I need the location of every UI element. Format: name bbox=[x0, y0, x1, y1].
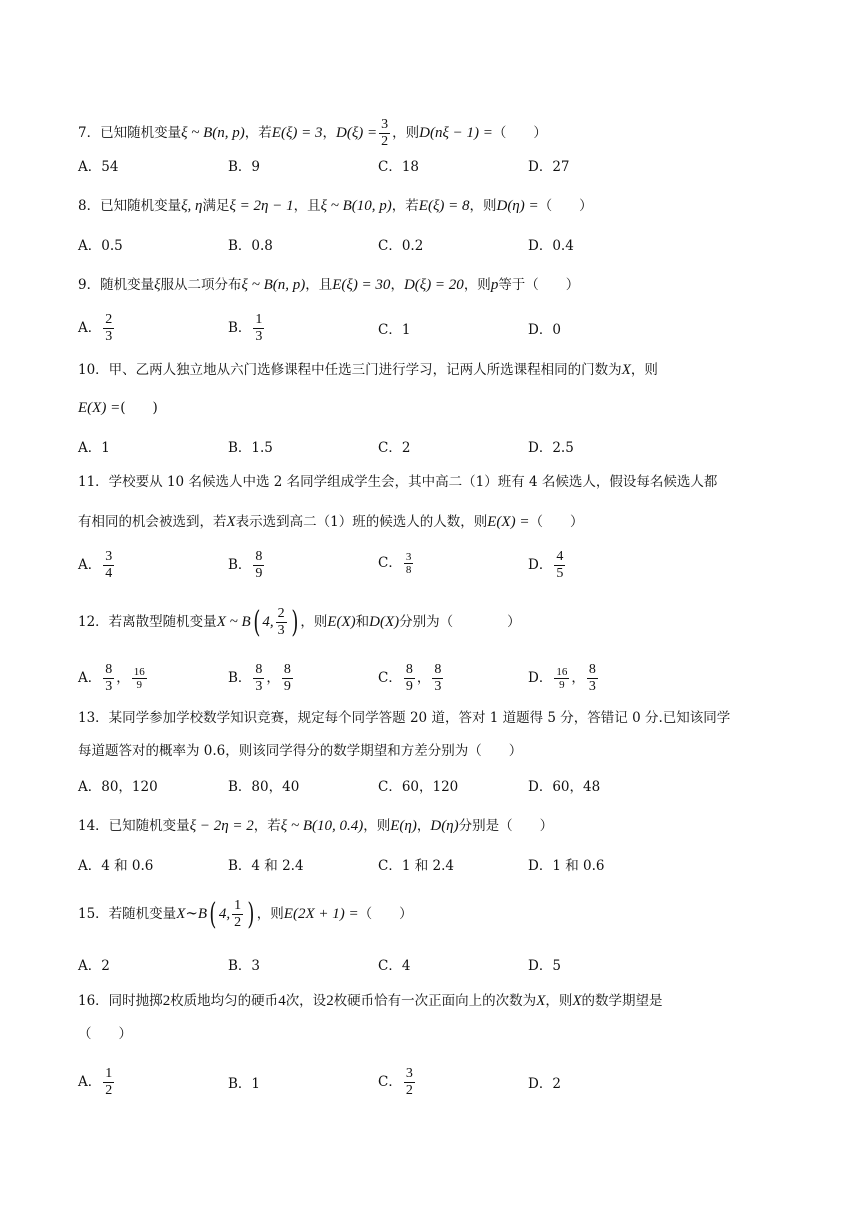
option-fraction bbox=[404, 551, 414, 576]
q12-math: D(X) bbox=[369, 614, 400, 630]
q7-option-d: D．27 bbox=[528, 159, 570, 175]
q10-option-d: D．2.5 bbox=[528, 440, 574, 456]
q7-option-c: C．18 bbox=[378, 159, 420, 175]
q7-text: 7．已知随机变量 bbox=[78, 125, 182, 141]
separator: ， bbox=[266, 670, 280, 686]
q7-math: D(nξ − 1) = bbox=[419, 125, 493, 141]
fraction-denominator: 3 bbox=[277, 623, 285, 638]
question-9 bbox=[78, 275, 579, 295]
fraction-numerator: 1 bbox=[255, 312, 263, 327]
q16-text: 枚质地均匀的硬币 bbox=[170, 993, 279, 1009]
q14-math: ξ − 2η = 2 bbox=[189, 818, 254, 834]
q7-text: ， bbox=[322, 125, 336, 141]
option-label: A． bbox=[78, 557, 102, 573]
question-11: 11．学校要从 10 名候选人中选 2 名同学组成学生会，其中高二（1）班有 4 名候选人，假设每名候选人都 bbox=[78, 474, 718, 490]
option-fraction bbox=[103, 549, 114, 582]
q7-text: ，若 bbox=[244, 125, 272, 141]
fraction-denominator: 9 bbox=[255, 566, 263, 581]
option-fraction bbox=[103, 312, 114, 345]
q9-option-d: D．0 bbox=[528, 322, 561, 338]
q12-option-c bbox=[378, 662, 445, 695]
q16-number: 2 bbox=[162, 993, 171, 1009]
q14-text: 14．已知随机变量 bbox=[78, 818, 190, 834]
option-label: A． bbox=[78, 670, 102, 686]
q16-number: 2 bbox=[326, 993, 334, 1009]
answer-blank: （ ） bbox=[358, 906, 413, 922]
answer-blank: （ ） bbox=[492, 125, 547, 141]
q7-text: ，则 bbox=[392, 125, 420, 141]
question-16 bbox=[78, 991, 663, 1011]
q15-text: 15．若随机变量 bbox=[78, 906, 177, 922]
q8-text: ，且 bbox=[293, 198, 321, 214]
question-8 bbox=[78, 196, 593, 216]
option-fraction bbox=[404, 1066, 415, 1099]
q12-fraction bbox=[276, 606, 287, 639]
answer-blank: （ ） bbox=[529, 514, 584, 530]
fraction-denominator: 3 bbox=[255, 329, 263, 344]
q10-text: ，则 bbox=[630, 362, 658, 378]
question-11-line2 bbox=[78, 512, 583, 532]
q9-option-b bbox=[228, 312, 266, 345]
q14-math: D(η) bbox=[430, 818, 459, 834]
question-14 bbox=[78, 816, 553, 836]
q11-text: 有相同的机会被选到，若 bbox=[78, 514, 227, 530]
q9-math: E(ξ) = 30 bbox=[332, 277, 391, 293]
option-fraction bbox=[554, 549, 565, 582]
option-label: B． bbox=[228, 320, 252, 336]
option-label: B． bbox=[228, 557, 252, 573]
option-fraction bbox=[253, 662, 264, 695]
option-label: B． bbox=[228, 670, 252, 686]
q15-option-a: A．2 bbox=[78, 958, 110, 974]
q7-fraction bbox=[379, 117, 390, 150]
q13-option-a: A．80，120 bbox=[78, 779, 158, 795]
q7-option-b: B．9 bbox=[228, 159, 261, 175]
answer-blank: （ ） bbox=[538, 198, 593, 214]
q7-math: E(ξ) = 3 bbox=[271, 125, 323, 141]
option-fraction bbox=[587, 662, 598, 695]
q14-option-c: C．1 和 2.4 bbox=[378, 858, 454, 874]
option-label: C． bbox=[378, 1074, 402, 1090]
q14-math: ξ ~ B(10, 0.4) bbox=[280, 818, 364, 834]
q11-option-d bbox=[528, 549, 567, 582]
q15-math: X∼B bbox=[176, 906, 208, 922]
q15-option-c: C．4 bbox=[378, 958, 411, 974]
answer-blank: ( ) bbox=[120, 400, 158, 416]
option-fraction bbox=[404, 662, 415, 695]
q16-text: 次，设 bbox=[285, 993, 327, 1009]
q16-option-d: D．2 bbox=[528, 1076, 561, 1092]
fraction-denominator: 9 bbox=[559, 679, 565, 691]
q9-option-a bbox=[78, 312, 116, 345]
option-label: A． bbox=[78, 320, 102, 336]
option-label: A． bbox=[78, 1074, 102, 1090]
q7-math: D(ξ) = bbox=[336, 125, 378, 141]
q14-option-d: D．1 和 0.6 bbox=[528, 858, 605, 874]
q10-math: X bbox=[621, 362, 631, 378]
q11-math: E(X) = bbox=[487, 514, 530, 530]
q8-text: ，若 bbox=[391, 198, 419, 214]
fraction-denominator: 5 bbox=[556, 566, 564, 581]
fraction-numerator: 2 bbox=[277, 606, 285, 621]
q14-text: ， bbox=[416, 818, 431, 834]
fraction-numerator: 8 bbox=[588, 662, 596, 677]
q9-math: ξ ~ B(n, p) bbox=[241, 277, 306, 293]
q8-option-d: D．0.4 bbox=[528, 238, 574, 254]
q9-math: ξ bbox=[154, 277, 161, 293]
q8-text: 满足 bbox=[202, 198, 230, 214]
option-label: D． bbox=[528, 557, 553, 573]
option-fraction bbox=[253, 549, 264, 582]
fraction-numerator: 4 bbox=[556, 549, 564, 564]
q13-option-b: B．80，40 bbox=[228, 779, 300, 795]
fraction-denominator: 4 bbox=[105, 566, 113, 581]
q8-math: ξ = 2η − 1 bbox=[229, 198, 294, 214]
q11-math: X bbox=[226, 514, 236, 530]
answer-blank: （ ） bbox=[78, 1026, 132, 1042]
q12-option-a bbox=[78, 662, 149, 695]
q9-option-c: C．1 bbox=[378, 322, 411, 338]
q7-option-a: A．54 bbox=[78, 159, 119, 175]
question-13: 13．某同学参加学校数学知识竞赛，规定每个同学答题 20 道，答对 1 道题得 5 分，答错记 0 分.已知该同学 bbox=[78, 710, 731, 726]
question-15 bbox=[78, 897, 413, 931]
q14-text: ，则 bbox=[363, 818, 391, 834]
q12-math: X ~ B bbox=[216, 614, 251, 630]
q8-option-b: B．0.8 bbox=[228, 238, 273, 254]
option-fraction bbox=[282, 662, 293, 695]
left-paren: ( bbox=[209, 896, 217, 932]
option-fraction bbox=[103, 1066, 114, 1099]
q16-math: X bbox=[536, 993, 546, 1009]
fraction-denominator: 9 bbox=[136, 679, 142, 691]
q9-text: 等于（ ） bbox=[498, 277, 580, 293]
q15-option-d: D．5 bbox=[528, 958, 561, 974]
q16-text: ，则 bbox=[545, 993, 573, 1009]
option-label: C． bbox=[378, 555, 402, 571]
separator: ， bbox=[416, 670, 431, 686]
q10-option-b: B．1.5 bbox=[228, 440, 273, 456]
q8-math: ξ ~ B(10, p) bbox=[320, 198, 392, 214]
q15-fraction bbox=[232, 898, 243, 931]
q16-text: 枚硬币恰有一次正面向上的次数为 bbox=[333, 993, 537, 1009]
fraction-denominator: 3 bbox=[588, 679, 596, 694]
q13-option-c: C．60，120 bbox=[378, 779, 459, 795]
fraction-numerator: 3 bbox=[405, 1066, 413, 1081]
fraction-numerator: 8 bbox=[434, 662, 442, 677]
left-paren: ( bbox=[252, 604, 261, 640]
fraction-denominator: 3 bbox=[255, 679, 263, 694]
q12-text: ，则 bbox=[300, 614, 328, 630]
fraction-numerator: 3 bbox=[105, 549, 113, 564]
option-label: C． bbox=[378, 670, 402, 686]
right-paren: ) bbox=[290, 604, 298, 640]
fraction-numerator: 16 bbox=[556, 666, 568, 678]
fraction-denominator: 3 bbox=[105, 329, 113, 344]
right-paren: ) bbox=[247, 896, 255, 932]
fraction-numerator: 16 bbox=[133, 666, 145, 678]
fraction-denominator: 3 bbox=[105, 679, 113, 694]
q12-text: 12．若离散型随机变量 bbox=[78, 614, 217, 630]
q9-text: ，且 bbox=[305, 277, 333, 293]
q8-math: D(η) = bbox=[496, 198, 539, 214]
fraction-numerator: 8 bbox=[255, 549, 263, 564]
fraction-denominator: 2 bbox=[234, 915, 242, 930]
separator: ， bbox=[116, 670, 130, 686]
q8-math: ξ, η bbox=[181, 198, 203, 214]
q11-option-a bbox=[78, 549, 116, 582]
fraction-numerator: 2 bbox=[105, 312, 113, 327]
option-fraction bbox=[103, 662, 114, 695]
q13-option-d: D．60，48 bbox=[528, 779, 601, 795]
q9-math: D(ξ) = 20 bbox=[403, 277, 464, 293]
option-fraction bbox=[132, 666, 147, 691]
fraction-denominator: 9 bbox=[283, 679, 291, 694]
question-12 bbox=[78, 605, 521, 639]
option-label: D． bbox=[528, 670, 553, 686]
q8-text: ，则 bbox=[469, 198, 497, 214]
question-10-line2 bbox=[78, 398, 158, 418]
q9-text: 服从二项分布 bbox=[160, 277, 242, 293]
fraction-denominator: 2 bbox=[381, 134, 389, 149]
option-fraction bbox=[253, 312, 264, 345]
q9-text: ， bbox=[390, 277, 404, 293]
q12-option-d bbox=[528, 662, 600, 695]
q10-option-c: C．2 bbox=[378, 440, 411, 456]
fraction-denominator: 2 bbox=[105, 1083, 113, 1098]
q16-text: 的数学期望是 bbox=[581, 993, 663, 1009]
option-fraction bbox=[432, 662, 443, 695]
q16-number: 4 bbox=[278, 993, 286, 1009]
fraction-denominator: 8 bbox=[405, 564, 412, 576]
q14-text: ，若 bbox=[253, 818, 281, 834]
q12-text: 分别为（ ） bbox=[399, 614, 521, 630]
fraction-denominator: 3 bbox=[434, 679, 442, 694]
q9-text: 9．随机变量 bbox=[78, 277, 155, 293]
fraction-numerator: 1 bbox=[234, 898, 242, 913]
q9-text: ，则 bbox=[463, 277, 491, 293]
fraction-numerator: 3 bbox=[381, 117, 389, 132]
q16-option-c bbox=[378, 1066, 417, 1099]
q12-text: 和 bbox=[355, 614, 370, 630]
q8-option-a: A．0.5 bbox=[78, 238, 123, 254]
fraction-numerator: 8 bbox=[405, 662, 413, 677]
q7-math: ξ ~ B(n, p) bbox=[181, 125, 245, 141]
question-7 bbox=[78, 117, 547, 150]
q15-math: E(2X + 1) = bbox=[283, 906, 359, 922]
q12-math: E(X) bbox=[327, 614, 356, 630]
q11-text: 表示选到高二（1）班的候选人的人数，则 bbox=[235, 514, 488, 530]
q11-option-c bbox=[378, 551, 415, 576]
fraction-denominator: 2 bbox=[405, 1083, 413, 1098]
q11-option-b bbox=[228, 549, 266, 582]
q16-math: X bbox=[572, 993, 582, 1009]
fraction-denominator: 9 bbox=[405, 679, 413, 694]
question-13-line2: 每道题答对的概率为 0.6，则该同学得分的数学期望和方差分别为（ ） bbox=[78, 743, 523, 759]
q14-text: 分别是（ ） bbox=[458, 818, 554, 834]
q14-math: E(η) bbox=[390, 818, 417, 834]
fraction-numerator: 8 bbox=[105, 662, 113, 677]
fraction-numerator: 8 bbox=[255, 662, 263, 677]
q8-math: E(ξ) = 8 bbox=[418, 198, 470, 214]
fraction-numerator: 8 bbox=[283, 662, 291, 677]
q9-math: p bbox=[490, 277, 499, 293]
separator: ， bbox=[571, 670, 585, 686]
q16-text: 16．同时抛掷 bbox=[78, 993, 163, 1009]
q14-option-b: B．4 和 2.4 bbox=[228, 858, 304, 874]
q15-text: ，则 bbox=[256, 906, 284, 922]
q10-text: 10．甲、乙两人独立地从六门选修课程中任选三门进行学习，记两人所选课程相同的门数为 bbox=[78, 362, 622, 378]
q16-option-b: B．1 bbox=[228, 1076, 261, 1092]
q12-math: 4, bbox=[262, 614, 274, 630]
q15-option-b: B．3 bbox=[228, 958, 261, 974]
q12-option-b bbox=[228, 662, 295, 695]
q10-option-a: A．1 bbox=[78, 440, 110, 456]
question-10 bbox=[78, 360, 658, 380]
q8-text: 8．已知随机变量 bbox=[78, 198, 182, 214]
option-fraction bbox=[554, 666, 569, 691]
q10-math: E(X) = bbox=[78, 400, 121, 416]
q8-option-c: C．0.2 bbox=[378, 238, 424, 254]
q14-option-a: A．4 和 0.6 bbox=[78, 858, 154, 874]
q16-option-a bbox=[78, 1066, 116, 1099]
fraction-numerator: 1 bbox=[105, 1066, 113, 1081]
fraction-numerator: 3 bbox=[405, 551, 412, 563]
q15-math: 4, bbox=[218, 906, 231, 922]
